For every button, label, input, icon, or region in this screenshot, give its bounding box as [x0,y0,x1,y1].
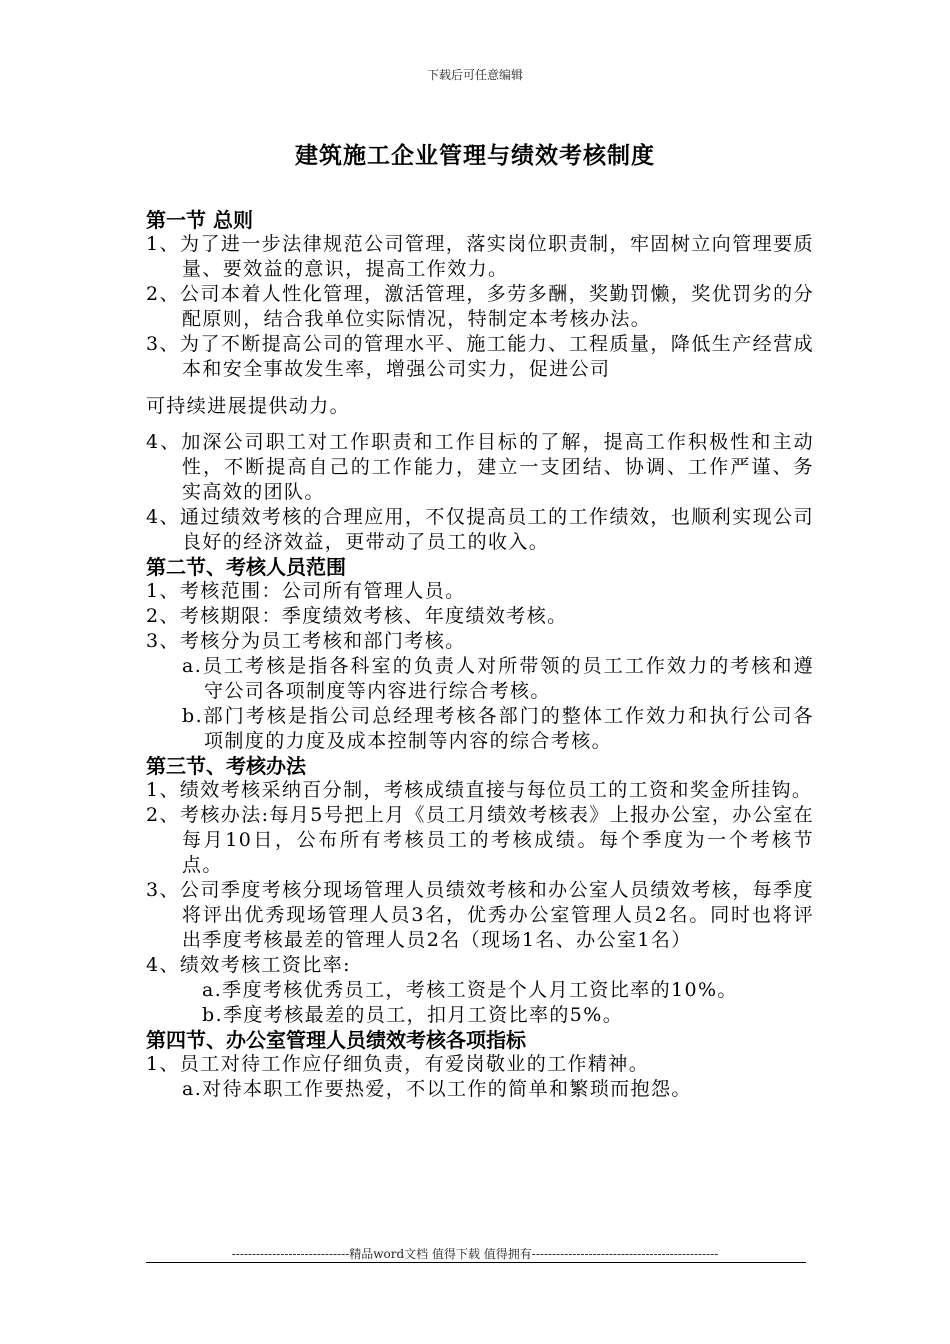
section-1-item-3-continued: 可持续进展提供动力。 [146,395,351,417]
section-1-heading: 第一节 总则 [146,208,253,232]
document-title: 建筑施工企业管理与绩效考核制度 [295,142,655,169]
section-4-item-1: 1、员工对待工作应仔细负责，有爱岗敬业的工作精神。 [146,1053,650,1075]
section-3-item-4b: b.季度考核最差的员工，扣月工资比率的5%。 [202,1004,624,1026]
section-2-item-2: 2、考核期限：季度绩效考核、年度绩效考核。 [146,605,568,627]
section-2-item-1: 1、考核范围：公司所有管理人员。 [146,580,466,602]
section-3-item-2: 2、考核办法:每月5号把上月《员工月绩效考核表》上报办公室，办公室在每月10日，公布所有考核员工的考核成绩。每个季度为一个考核节点。 [146,804,814,876]
section-1-item-5: 4、通过绩效考核的合理应用，不仅提高员工的工作绩效，也顺利实现公司良好的经济效益，更带动了员工的收入。 [146,506,814,553]
section-1-item-4: 4、加深公司职工对工作职责和工作目标的了解，提高工作积极性和主动性，不断提高自己的工作能力，建立一支团结、协调、工作严谨、务实高效的团队。 [146,431,814,503]
section-3-item-3: 3、公司季度考核分现场管理人员绩效考核和办公室人员绩效考核，每季度将评出优秀现场管理人员3名，优秀办公室管理人员2名。同时也将评出季度考核最差的管理人员2名（现场1名、办公室1名） [146,879,814,951]
section-2-item-3b: b.部门考核是指公司总经理考核各部门的整体工作效力和执行公司各项制度的力度及成本控制等内容的综合考核。 [182,705,814,752]
section-1-item-1: 1、为了进一步法律规范公司管理，落实岗位职责制，牢固树立向管理要质量、要效益的意识，提高工作效力。 [146,233,814,280]
section-1-item-3: 3、为了不断提高公司的管理水平、施工能力、工程质量，降低生产经营成本和安全事故发生率，增强公司实力，促进公司 [146,333,814,380]
section-2-item-3: 3、考核分为员工考核和部门考核。 [146,630,466,652]
footer-divider [146,1262,806,1263]
document-body [146,208,814,1102]
header-note: 下载后可任意编辑 [426,68,523,82]
section-4-item-1a: a.对待本职工作要热爱，不以工作的简单和繁琐而抱怨。 [182,1078,692,1100]
section-2-item-3a: a.员工考核是指各科室的负责人对所带领的员工工作效力的考核和遵守公司各项制度等内容进行综合考核。 [182,655,814,702]
section-2-heading: 第二节、考核人员范围 [146,555,346,579]
section-3-item-4a: a.季度考核优秀员工，考核工资是个人月工资比率的10%。 [202,979,738,1001]
footer-text: -----------------------------精品word文档 值得下载 值得拥有---------------------------------------------- [231,1247,719,1261]
section-3-item-1: 1、绩效考核采纳百分制，考核成绩直接与每位员工的工资和奖金所挂钩。 [146,779,813,801]
section-1-item-2: 2、公司本着人性化管理，激活管理，多劳多酬，奖勤罚懒，奖优罚劣的分配原则，结合我单位实际情况，特制定本考核办法。 [146,283,814,330]
section-3-heading: 第三节、考核办法 [146,754,306,778]
section-4-heading: 第四节、办公室管理人员绩效考核各项指标 [146,1028,526,1052]
section-3-item-4: 4、绩效考核工资比率: [146,954,351,976]
